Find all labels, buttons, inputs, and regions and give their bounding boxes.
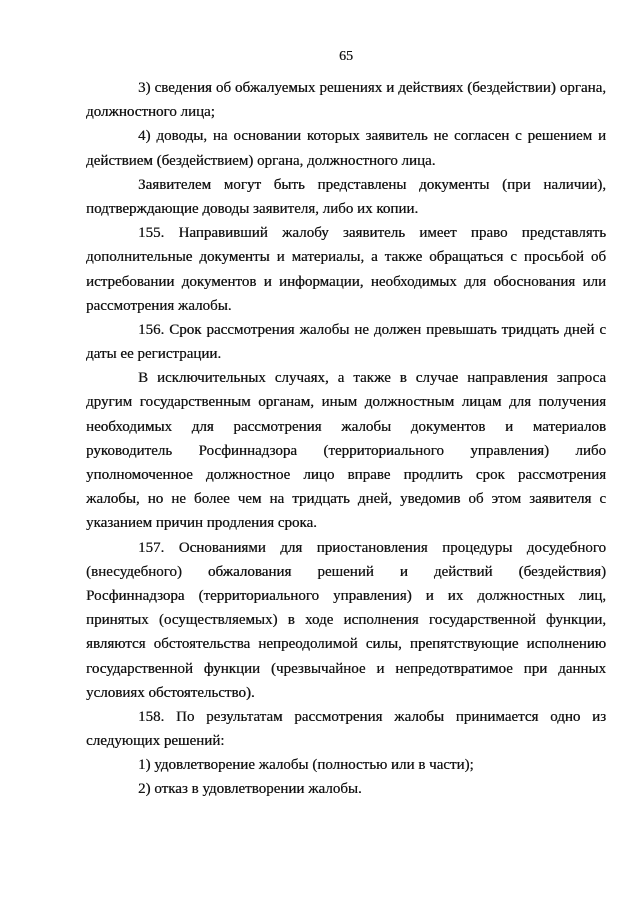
text-line: принятых (осуществляемых) в ходе исполнения государственной функции, (86, 612, 606, 629)
text-line: 155. Направивший жалобу заявитель имеет право представлять (138, 225, 606, 242)
text-line: уполномоченное должностное лицо вправе продлить срок рассмотрения (86, 467, 606, 483)
paragraph (86, 536, 606, 705)
text-line: действием (бездействием) органа, должностного лица. (86, 152, 436, 169)
paragraph (86, 753, 606, 777)
text-line: 158. По результатам рассмотрения жалобы принимается одно из (138, 708, 606, 725)
text-line: 4) доводы, на основании которых заявитель не согласен с решением и (138, 128, 606, 145)
text-line: (внесудебного) обжалования решений и действий (бездействия) (86, 563, 606, 580)
text-line: государственной функции (чрезвычайное и непредотвратимое при данных (86, 660, 606, 677)
paragraph (86, 173, 606, 221)
document-body (86, 76, 606, 802)
text-line: другим государственным органам, иным должностным лицам для получения (86, 394, 606, 411)
text-line: 157. Основаниями для приостановления процедуры досудебного (138, 539, 606, 556)
text-line: условиях обстоятельство). (86, 684, 255, 701)
text-line: 1) удовлетворение жалобы (полностью или в части); (138, 757, 474, 774)
text-line: дополнительные документы и материалы, а также обращаться с просьбой об (86, 249, 606, 266)
text-line: следующих решений: (86, 733, 225, 750)
text-line: 156. Срок рассмотрения жалобы не должен превышать тридцать дней с (138, 321, 606, 338)
text-line: указанием причин продления срока. (86, 515, 317, 532)
paragraph (86, 777, 606, 801)
text-line: жалобы, но не более чем на тридцать дней, уведомив об этом заявителя с (86, 491, 606, 508)
paragraph (86, 221, 606, 318)
paragraph (86, 705, 606, 753)
page-number: 65 (339, 49, 353, 64)
paragraph (86, 124, 606, 172)
text-line: подтверждающие доводы заявителя, либо их копии. (86, 200, 419, 217)
text-line: 3) сведения об обжалуемых решениях и действиях (бездействии) органа, (138, 80, 606, 96)
text-line: должностного лица; (86, 104, 215, 121)
text-line: Заявителем могут быть представлены документы (при наличии), (138, 176, 606, 193)
text-line: необходимых для рассмотрения жалобы документов и материалов (86, 418, 606, 435)
text-line: истребовании документов и информации, необходимых для обоснования или (86, 273, 606, 290)
text-line: рассмотрения жалобы. (86, 297, 232, 314)
paragraph (86, 76, 606, 124)
text-line: являются обстоятельства непреодолимой силы, препятствующие исполнению (86, 636, 606, 653)
paragraph (86, 366, 606, 535)
text-line: руководитель Росфиннадзора (территориального управления) либо (86, 442, 606, 459)
text-line: В исключительных случаях, а также в случае направления запроса (138, 370, 606, 387)
paragraph (86, 318, 606, 366)
text-line: 2) отказ в удовлетворении жалобы. (138, 781, 362, 798)
text-line: Росфиннадзора (территориального управления) и их должностных лиц, (86, 587, 606, 604)
text-line: даты ее регистрации. (86, 346, 222, 363)
